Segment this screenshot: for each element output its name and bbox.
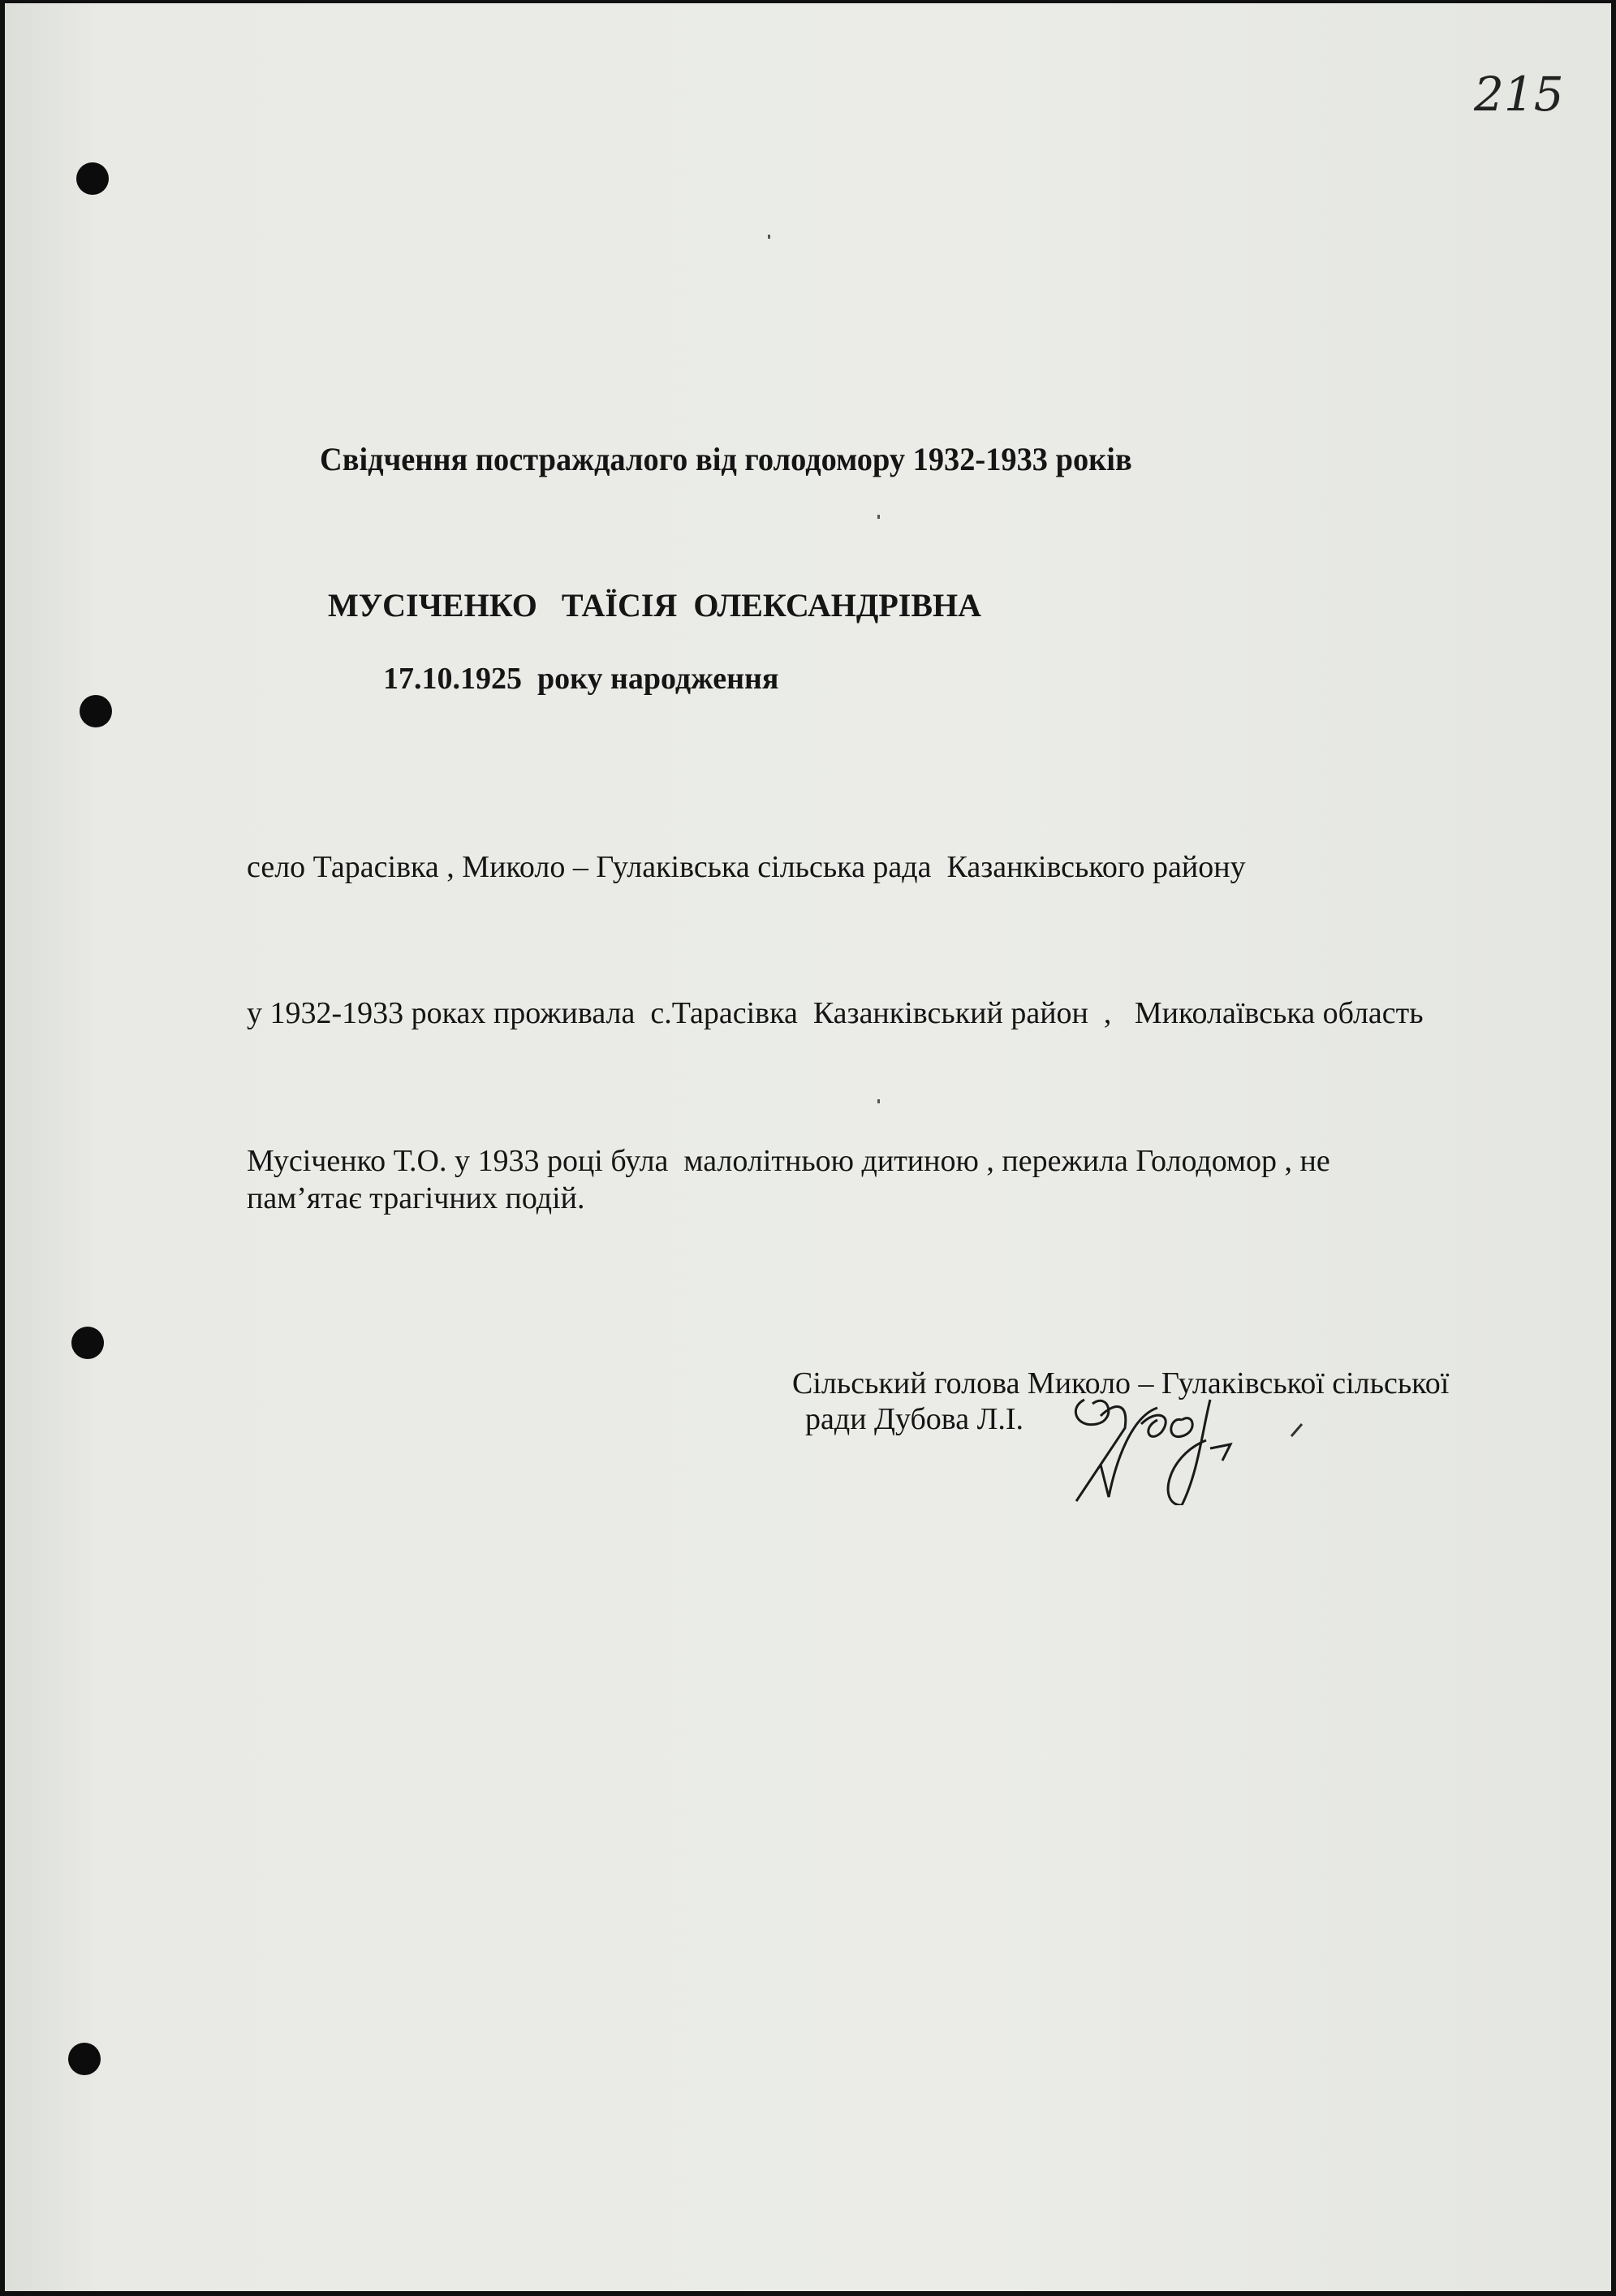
testimony-line-1: Мусіченко Т.О. у 1933 році була малолітньою дитиною , пережила Голодомор , не <box>247 1144 1330 1178</box>
handwritten-signature <box>1060 1383 1328 1505</box>
signatory-line-1: Сільський голова Миколо – Гулаківської сільської <box>792 1366 1450 1400</box>
punch-hole <box>76 162 109 195</box>
punch-hole <box>80 695 112 727</box>
residence-line: у 1932-1933 роках проживала с.Тарасівка Казанківський район , Миколаївська область <box>247 996 1424 1030</box>
punch-hole <box>68 2043 101 2075</box>
testimony-line-2: пам’ятає трагічних подій. <box>247 1181 585 1215</box>
scan-speck <box>877 515 880 519</box>
birth-date: 17.10.1925 року народження <box>383 662 779 696</box>
scan-speck <box>877 1099 880 1103</box>
scan-speck <box>768 235 770 239</box>
folio-number: 215 <box>1474 67 1564 122</box>
person-name: МУСІЧЕНКО ТАЇСІЯ ОЛЕКСАНДРІВНА <box>328 587 982 624</box>
address-line: село Тарасівка , Миколо – Гулаківська сільська рада Казанківського району <box>247 850 1246 884</box>
punch-hole <box>71 1327 104 1359</box>
document-page <box>5 3 1611 2291</box>
document-title: Свідчення постраждалого від голодомору 1932-1933 років <box>320 441 1132 477</box>
signatory-line-2: ради Дубова Л.І. <box>805 1402 1024 1436</box>
